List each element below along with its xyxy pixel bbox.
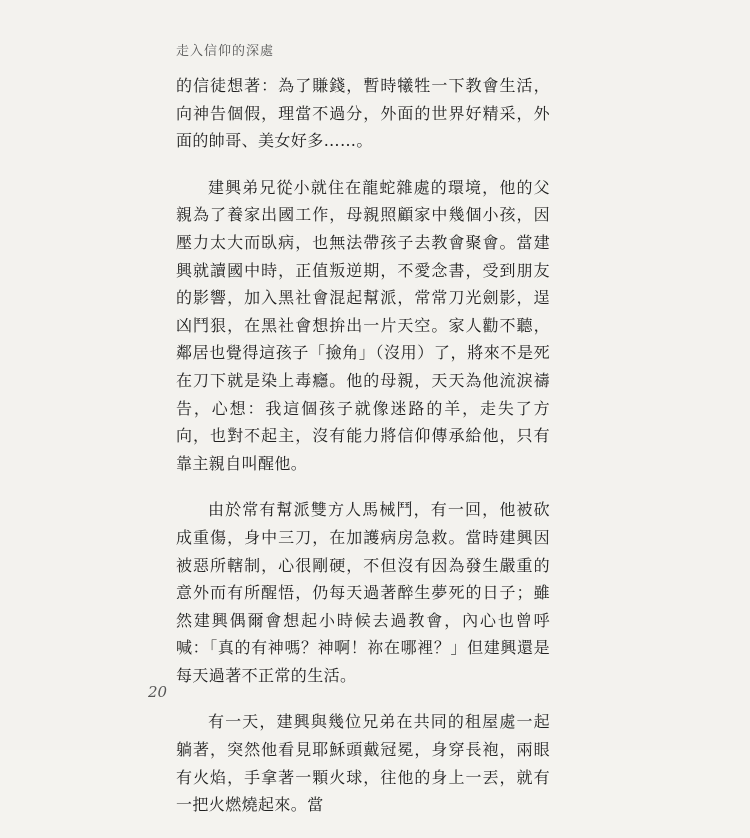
paragraph-2: 建興弟兄從小就住在龍蛇雜處的環境，他的父親為了養家出國工作，母親照顧家中幾個小孩，因壓力太大而臥病，也無法帶孩子去教會聚會。當建興就讀國中時，正值叛逆期，不愛念書，受到朋友的影響，加入黑社會混起幫派，常常刀光劍影，逞凶鬥狠，在黑社會想拚出一片天空。家人勸不聽，鄰居也覺得這孩子「撿角」（沒用）了，將來不是死在刀下就是染上毒癮。他的母親，天天為他流淚禱告，心想：我這個孩子就像迷路的羊，走失了方向，也對不起主，沒有能力將信仰傳承給他，只有靠主親自叫醒他。 [176, 177, 550, 473]
body-text [176, 72, 550, 838]
paragraph-1: 的信徒想著：為了賺錢，暫時犧牲一下教會生活，向神告個假，理當不過分，外面的世界好精采，外面的帥哥、美女好多……。 [176, 76, 550, 151]
paragraph-4: 有一天，建興與幾位兄弟在共同的租屋處一起躺著，突然他看見耶穌頭戴冠冕，身穿長袍，兩眼有火焰，手拿著一顆火球，往他的身上一丟，就有一把火燃燒起來。當 [176, 712, 550, 815]
page-number: 20 [148, 683, 168, 701]
running-header-title: 走入信仰的深處 [176, 44, 275, 59]
paragraph-3: 由於常有幫派雙方人馬械鬥，有一回，他被砍成重傷，身中三刀，在加護病房急救。當時建興因被惡所轄制，心很剛硬，不但沒有因為發生嚴重的意外而有所醒悟，仍每天過著醉生夢死的日子；雖然建興偶爾會想起小時候去過教會，內心也曾呼喊：「真的有神嗎？神啊！祢在哪裡？」但建興還是每天過著不正常的生活。 [176, 500, 550, 685]
